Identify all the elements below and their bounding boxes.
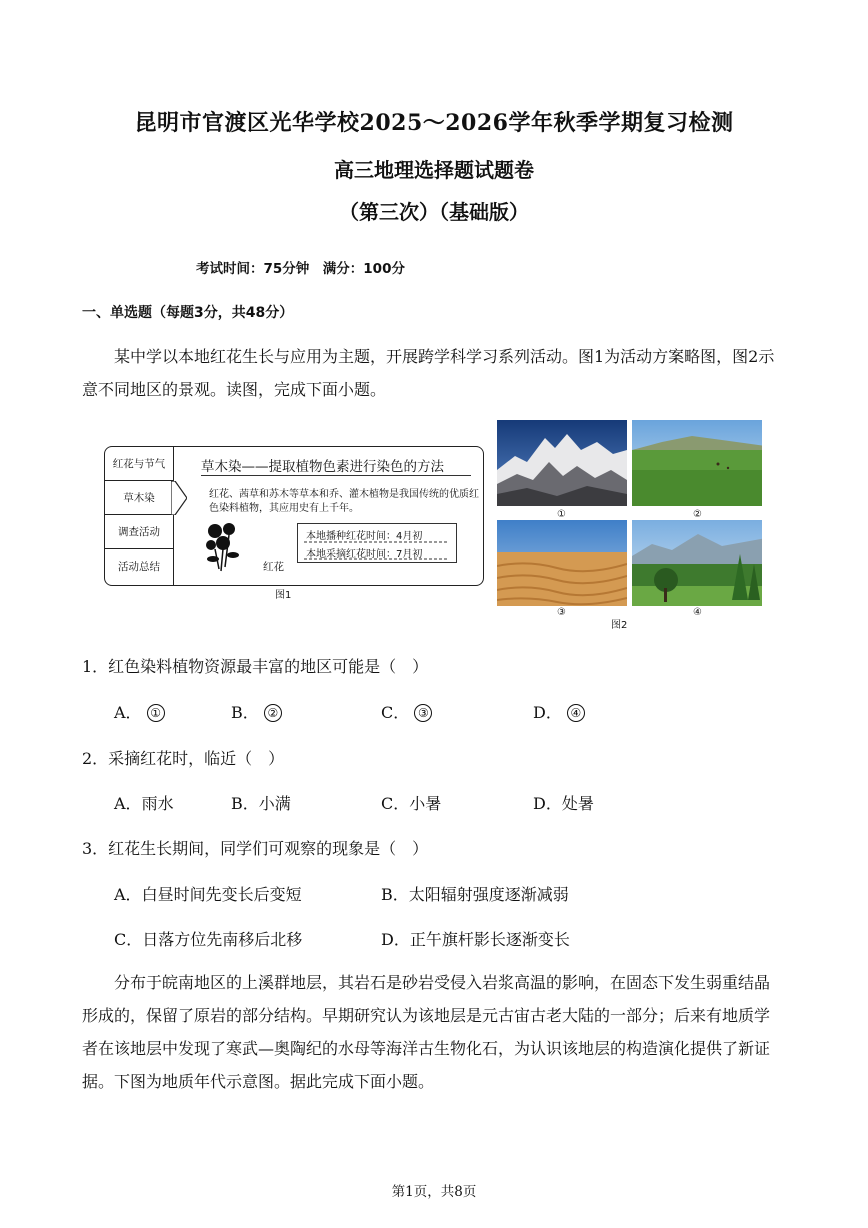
photo-forest — [632, 520, 762, 606]
figure-1-tabs — [105, 447, 174, 585]
figure-1-title: 草木染——提取植物色素进行染色的方法 — [201, 459, 444, 475]
question-3-option-c — [114, 927, 302, 950]
option-letter: C． — [114, 930, 143, 949]
option-text: 小暑 — [409, 794, 442, 813]
question-1-option-c — [381, 700, 432, 723]
option-letter: A． — [114, 703, 142, 722]
sow-time: 本地播种红花时间：4月初 — [306, 531, 423, 542]
figure-1 — [104, 446, 484, 586]
option-text: 小满 — [258, 794, 291, 813]
question-2-stem: 2．采摘红花时，临近（ ） — [82, 749, 285, 768]
question-2-option-a — [114, 791, 174, 814]
question-2-option-c — [381, 791, 441, 814]
option-letter: C． — [381, 794, 410, 813]
photo-snow-mountains — [497, 420, 627, 506]
question-1-option-d — [533, 700, 585, 723]
photo-grassland — [632, 420, 762, 506]
option-letter: B． — [381, 885, 409, 904]
tab-summary: 活动总结 — [118, 560, 160, 573]
question-1-option-a — [114, 700, 165, 723]
section-heading: 一、单选题（每题3分，共48分） — [82, 305, 294, 321]
question-3-option-d — [381, 927, 570, 950]
question-1-stem: 1．红色染料植物资源最丰富的地区可能是（ ） — [82, 657, 429, 676]
figure-1-title-rule — [201, 475, 471, 476]
safflower-label: 红花 — [263, 561, 284, 573]
option-text: ④ — [567, 704, 585, 722]
option-text: ① — [147, 704, 165, 722]
page-footer: 第1页，共8页 — [391, 1184, 477, 1200]
exam-subtitle: 高三地理选择题试题卷 — [334, 158, 534, 182]
photo-label-3: ③ — [557, 607, 566, 618]
photo-label-1: ① — [557, 509, 566, 520]
intro-paragraph-2: 分布于皖南地区的上溪群地层，其岩石是砂岩受侵入岩浆高温的影响，在固态下发生弱重结晶形成的，保留了原岩的部分结构。早期研究认为该地层是元古宙古老大陆的一部分；后来有地质学者在该地层中发现了寒武—奥陶纪的水母等海洋古生物化石，为认识该地层的构造演化提供了新证据。下图为地质年代示意图。据此完成下面小题。 — [82, 973, 771, 1091]
option-letter: A． — [114, 794, 142, 813]
tab-survey: 调查活动 — [105, 515, 173, 549]
option-text: ② — [264, 704, 282, 722]
option-text: ③ — [414, 704, 432, 722]
exam-title: 昆明市官渡区光华学校2025～2026学年秋季学期复习检测 — [134, 110, 734, 136]
photo-desert — [497, 520, 627, 606]
question-3-option-b — [381, 882, 569, 905]
option-letter: B． — [231, 794, 259, 813]
option-letter: C． — [381, 703, 410, 722]
pick-time: 本地采摘红花时间：7月初 — [306, 549, 423, 560]
photo-label-2: ② — [693, 509, 702, 520]
date-box-dashes — [298, 521, 456, 565]
tab-plant-dye: 草木染 — [105, 481, 173, 515]
option-letter: D． — [533, 794, 562, 813]
tab-pointer-arrow — [171, 481, 187, 515]
option-text: 日落方位先南移后北移 — [142, 930, 303, 949]
safflower-icon — [201, 519, 245, 573]
figure-2-caption: 图2 — [611, 620, 628, 631]
question-3-option-a — [114, 882, 302, 905]
intro-paragraph-1: 某中学以本地红花生长与应用为主题，开展跨学科学习系列活动。图1为活动方案略图，图2示意不同地区的景观。读图，完成下面小题。 — [82, 347, 775, 399]
question-2-option-b — [231, 791, 291, 814]
exam-edition: （第三次）（基础版） — [339, 200, 529, 224]
option-letter: D． — [381, 930, 410, 949]
question-3-stem: 3．红花生长期间，同学们可观察的现象是（ ） — [82, 839, 429, 858]
option-text: 正午旗杆影长逐渐变长 — [409, 930, 570, 949]
exam-info: 考试时间：75分钟 满分：100分 — [196, 261, 405, 277]
date-box — [297, 523, 457, 563]
option-letter: B． — [231, 703, 259, 722]
tab-solar-terms: 红花与节气 — [105, 447, 173, 481]
option-text: 雨水 — [141, 794, 174, 813]
question-2-option-d — [533, 791, 594, 814]
photo-label-4: ④ — [693, 607, 702, 618]
option-text: 白昼时间先变长后变短 — [141, 885, 302, 904]
option-text: 太阳辐射强度逐渐减弱 — [408, 885, 569, 904]
figure-1-caption: 图1 — [275, 590, 292, 601]
question-1-option-b — [231, 700, 282, 723]
figure-1-description: 红花、茜草和苏木等草本和乔、灌木植物是我国传统的优质红色染料植物，其应用史有上千年。 — [209, 489, 479, 514]
option-text: 处暑 — [561, 794, 594, 813]
option-letter: D． — [533, 703, 562, 722]
option-letter: A． — [114, 885, 142, 904]
